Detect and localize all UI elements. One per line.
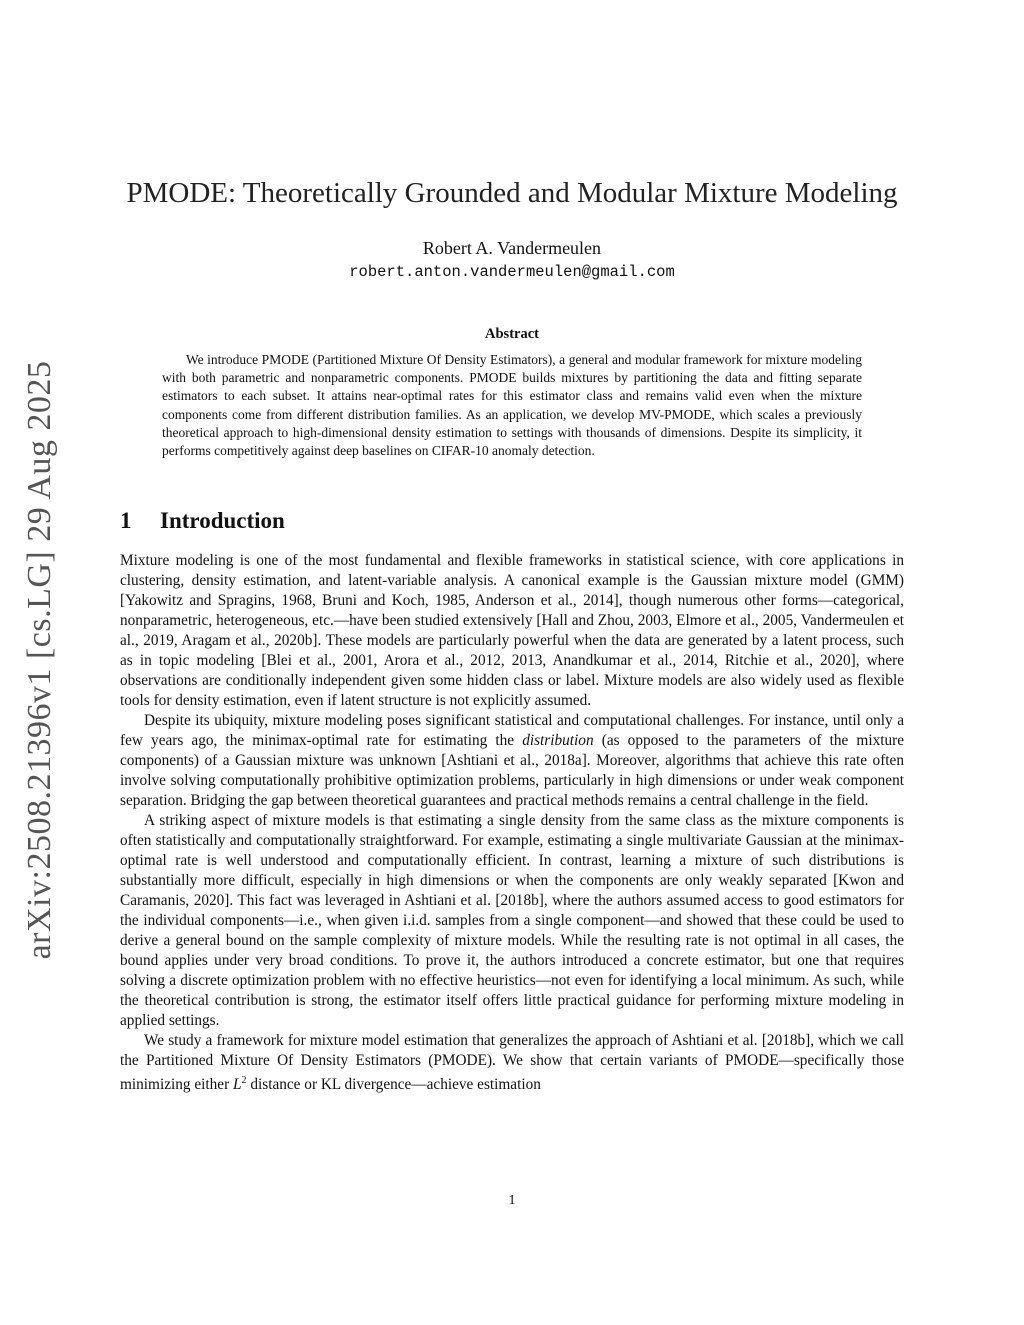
math-symbol: L (233, 1076, 242, 1094)
emphasis: distribution (522, 732, 594, 749)
author-name: Robert A. Vandermeulen (422, 238, 602, 258)
abstract-heading: Abstract (485, 326, 539, 342)
paragraph: Mixture modeling is one of the most fundamental and flexible frameworks in statistical science, with core applications in clustering, density estimation, and latent-variable analysis. A canonical example is the Gaussian mixture model (GMM) [Yakowitz and Spragins, 1968, Bruni and Koch, 1985, Anderson et al., 2014], though numerous other forms—categorical, nonparametric, heterogeneous, etc.—have been studied extensively [Hall and Zhou, 2003, Elmore et al., 2005, Vandermeulen et al., 2019, Aragam et al., 2020b]. These models are particularly powerful when the data are generated by a latent process, such as in topic modeling [Blei et al., 2001, Arora et al., 2012, 2013, Anandkumar et al., 2014, Ritchie et al., 2020], where observations are conditionally independent given some hidden class or label. Mixture models are also widely used as flexible tools for density estimation, even if latent structure is not explicitly assumed. (120, 552, 904, 709)
body-text (120, 551, 904, 1095)
paragraph: We study a framework for mixture model estimation that generalizes the approach of Ashtiani et al. [2018b], which we call the Partitioned Mixture Of Density Estimators (PMODE). We show that certain variants of PMODE—specifically those minimizing either $L^2$ distance or KL divergence—achieve estimation (120, 1032, 904, 1094)
section-number: 1 (120, 508, 132, 533)
paragraph: A striking aspect of mixture models is that estimating a single density from the same class as the mixture components is often statistically and computationally straightforward. For example, estimating a single multivariate Gaussian at the minimax-optimal rate is well understood and computationally efficient. In contrast, learning a mixture of such distributions is substantially more difficult, especially in high dimensions or when the components are only weakly separated [Kwon and Caramanis, 2020]. This fact was leveraged in Ashtiani et al. [2018b], where the authors assumed access to good estimators for the individual components—i.e., when given i.i.d. samples from a single component—and showed that these could be used to derive a general bound on the sample complexity of mixture models. While the resulting rate is not optimal in all cases, the bound applies under very broad conditions. To prove it, the authors introduced a concrete estimator, but one that requires solving a discrete optimization problem with no effective heuristics—not even for identifying a local minimum. As such, while the theoretical contribution is strong, the estimator itself offers little practical guidance for performing mixture modeling in applied settings. (120, 812, 904, 1029)
author-email[interactable]: robert.anton.vandermeulen@gmail.com (349, 263, 675, 281)
arxiv-identifier: arXiv:2508.21396v1 [cs.LG] 29 Aug 2025 (21, 360, 58, 960)
section-title: Introduction (160, 508, 285, 533)
page-number: 1 (508, 1193, 516, 1208)
section-heading (120, 508, 285, 534)
paper-title: PMODE: Theoretically Grounded and Modular Mixture Modeling (126, 177, 898, 209)
math-superscript: 2 (241, 1075, 247, 1086)
paragraph: Despite its ubiquity, mixture modeling poses significant statistical and computational challenges. For instance, until only a few years ago, the minimax-optimal rate for estimating the distribution (as opposed to the parameters of the mixture components) of a Gaussian mixture was unknown [Ashtiani et al., 2018a]. Moreover, algorithms that achieve this rate often involve solving computationally prohibitive optimization problems, particularly in high dimensions or under weak component separation. Bridging the gap between theoretical guarantees and practical methods remains a central challenge in the field. (120, 712, 905, 809)
abstract-text: We introduce PMODE (Partitioned Mixture Of Density Estimators), a general and modular framework for mixture modeling with both parametric and nonparametric components. PMODE builds mixtures by partitioning the data and fitting separate estimators to each subset. It attains near-optimal rates for this estimator class and remains valid even when the mixture components come from different distribution families. As an application, we develop MV-PMODE, which scales a previously theoretical approach to high-dimensional density estimation to settings with thousands of dimensions. Despite its simplicity, it performs competitively against deep baselines on CIFAR-10 anomaly detection. (162, 352, 862, 459)
